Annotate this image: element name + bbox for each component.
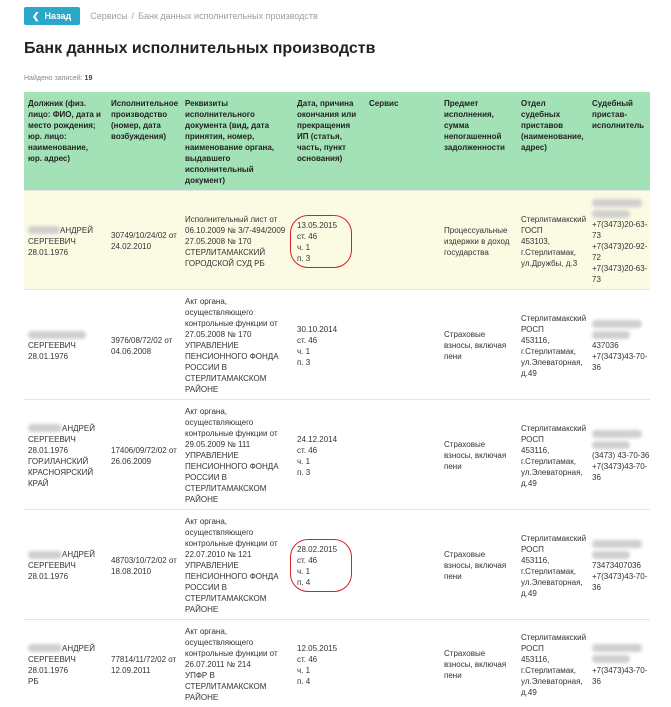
subject-line: пени [444, 461, 514, 472]
document-line: контрольные функции от [185, 648, 290, 659]
department-line: г.Стерлитамак, [521, 346, 585, 357]
cell-debtor [24, 400, 107, 510]
ending-line: ст. 46 [297, 555, 337, 566]
proceeding-line: 77814/11/72/02 от [111, 654, 178, 665]
debtor-line [28, 665, 104, 676]
cell-service [365, 290, 440, 400]
debtor-text: КРАЙ [28, 479, 49, 488]
debtor-text: 28.01.1976 [28, 446, 68, 455]
debtor-text: РБ [28, 677, 39, 686]
proceeding-line: 17406/09/72/02 от [111, 445, 178, 456]
debtor-line [28, 571, 104, 582]
bailiff-name [592, 439, 647, 450]
cell-debtor [24, 290, 107, 400]
department-line: Стерлитамакский [521, 214, 585, 225]
debtor-line [28, 423, 104, 434]
bailiff-line: +7(3473)20-63- [592, 263, 647, 274]
document-line: 06.10.2009 № 3/7-494/2009 [185, 225, 290, 236]
department-line: ул.Элеваторная, [521, 357, 585, 368]
document-line: УПРАВЛЕНИЕ [185, 450, 290, 461]
cell-proceeding [107, 290, 181, 400]
debtor-line [28, 676, 104, 687]
document-line: РОССИИ В [185, 472, 290, 483]
subject-line: Процессуальные [444, 225, 514, 236]
subject-line: пени [444, 571, 514, 582]
chevron-left-icon: ❮ [32, 11, 40, 22]
subject-line: Страховые [444, 648, 514, 659]
debtor-text: КРАСНОЯРСКИЙ [28, 468, 93, 477]
proceeding-line: 30749/10/24/02 от [111, 230, 178, 241]
bailiff-line: 36 [592, 472, 647, 483]
proceeding-line: 24.02.2010 [111, 241, 178, 252]
subject-line: взносы, включая [444, 340, 514, 351]
department-line: РОСП [521, 324, 585, 335]
proceeding-line: 26.06.2009 [111, 456, 178, 467]
subject-line: пени [444, 351, 514, 362]
bailiff-line: 73 [592, 230, 647, 241]
document-line: ГОРОДСКОЙ СУД РБ [185, 258, 290, 269]
document-line: Исполнительный лист от [185, 214, 290, 225]
debtor-line [28, 351, 104, 362]
department-line: ул.Дружбы, д.3 [521, 258, 585, 269]
department-line: ул.Элеваторная, [521, 676, 585, 687]
cell-ending [293, 620, 365, 707]
bailiff-line: +7(3473)43-70- [592, 665, 647, 676]
department-line: ул.Элеваторная, [521, 577, 585, 588]
bailiff-line: 73473407036 [592, 560, 647, 571]
cell-ending [293, 400, 365, 510]
document-line: 22.07.2010 № 121 [185, 549, 290, 560]
department-line: ул.Элеваторная, [521, 467, 585, 478]
document-line: осуществляющего [185, 307, 290, 318]
ending-line: 12.05.2015 [297, 643, 362, 654]
document-line: 27.05.2008 № 170 [185, 236, 290, 247]
debtor-line [28, 434, 104, 445]
ending-line: п. 4 [297, 676, 362, 687]
document-line: СТЕРЛИТАМАКСКОМ [185, 593, 290, 604]
subject-line: Страховые [444, 549, 514, 560]
document-line: осуществляющего [185, 527, 290, 538]
debtor-text: АНДРЕЙ [60, 226, 93, 235]
ending-block [297, 324, 362, 368]
debtor-text: СЕРГЕЕВИЧ [28, 435, 76, 444]
subject-line: Страховые [444, 439, 514, 450]
ending-line: п. 3 [297, 253, 337, 264]
ending-line: 13.05.2015 [297, 220, 337, 231]
debtor-text: 28.01.1976 [28, 248, 68, 257]
breadcrumb-services[interactable]: Сервисы [90, 11, 127, 21]
breadcrumb-separator: / [132, 11, 135, 21]
redacted-name [592, 210, 630, 218]
department-line: Стерлитамакский [521, 423, 585, 434]
cell-proceeding [107, 400, 181, 510]
page-title: Банк данных исполнительных производств [24, 40, 375, 58]
header-col-service: Сервис [365, 92, 440, 191]
cell-debtor [24, 510, 107, 620]
document-line: ПЕНСИОННОГО ФОНДА [185, 461, 290, 472]
cell-department [517, 510, 588, 620]
back-button-label: Назад [45, 11, 72, 21]
department-line: Стерлитамакский [521, 533, 585, 544]
department-line: г.Стерлитамак, [521, 566, 585, 577]
bailiff-name [592, 654, 647, 665]
ending-line: ч. 1 [297, 346, 362, 357]
department-line: г.Стерлитамак, [521, 456, 585, 467]
bailiff-name [592, 643, 647, 654]
header-col-subject: Предмет исполнения, сумма непогашенной задолженности [440, 92, 517, 191]
debtor-line [28, 456, 104, 467]
department-line: 453103, [521, 236, 585, 247]
circled-ending [290, 215, 352, 268]
document-line: контрольные функции от [185, 428, 290, 439]
cell-service [365, 510, 440, 620]
bailiff-line: +7(3473)20-63- [592, 219, 647, 230]
cell-department [517, 620, 588, 707]
debtor-text: СЕРГЕЕВИЧ [28, 237, 76, 246]
cell-bailiff [588, 400, 650, 510]
header-col-document: Реквизиты исполнительного документа (вид, дата принятия, номер, наименование органа, выдавшего исполнительный документ) [181, 92, 293, 191]
document-line: РАЙОНЕ [185, 384, 290, 395]
department-line: г.Стерлитамак, [521, 665, 585, 676]
debtor-line [28, 225, 104, 236]
proceeding-line: 3976/08/72/02 от [111, 335, 178, 346]
redacted-name [28, 226, 60, 234]
document-line: СТЕРЛИТАМАКСКИЙ [185, 247, 290, 258]
cell-document [181, 400, 293, 510]
cell-department [517, 290, 588, 400]
bailiff-name [592, 329, 647, 340]
subject-line: государства [444, 247, 514, 258]
document-line: 29.05.2009 № 111 [185, 439, 290, 450]
bailiff-line: 437036 [592, 340, 647, 351]
cell-document [181, 620, 293, 707]
ending-line: п. 3 [297, 357, 362, 368]
department-line: Стерлитамакский [521, 632, 585, 643]
ending-line: 28.02.2015 [297, 544, 337, 555]
department-line: д.49 [521, 687, 585, 698]
redacted-name [592, 331, 630, 339]
redacted-name [592, 540, 642, 548]
cell-service [365, 400, 440, 510]
top-bar [24, 6, 318, 26]
cell-subject [440, 290, 517, 400]
redacted-name [28, 551, 62, 559]
ending-block [297, 434, 362, 478]
department-line: 453116, [521, 654, 585, 665]
document-line: контрольные функции от [185, 318, 290, 329]
bailiff-line: 36 [592, 362, 647, 373]
cell-proceeding [107, 620, 181, 707]
redacted-name [592, 655, 630, 663]
header-col-debtor: Должник (физ. лицо: ФИО, дата и место рождения; юр. лицо: наименование, юр. адрес) [24, 92, 107, 191]
proceeding-line: 12.09.2011 [111, 665, 178, 676]
cell-ending [293, 290, 365, 400]
document-line: контрольные функции от [185, 538, 290, 549]
debtor-text: 28.01.1976 [28, 572, 68, 581]
back-button[interactable] [24, 7, 80, 25]
cell-document [181, 191, 293, 290]
ending-line: п. 3 [297, 467, 362, 478]
department-line: 453116, [521, 335, 585, 346]
table-header-row [24, 92, 650, 191]
department-line: д.49 [521, 588, 585, 599]
cell-subject [440, 191, 517, 290]
bailiff-line: 36 [592, 676, 647, 687]
debtor-text: СЕРГЕЕВИЧ [28, 561, 76, 570]
debtor-line [28, 654, 104, 665]
cell-debtor [24, 620, 107, 707]
document-line: 26.07.2011 № 214 [185, 659, 290, 670]
records-found-count: 19 [85, 75, 93, 82]
bailiff-line: +7(3473)20-92- [592, 241, 647, 252]
document-line: СТЕРЛИТАМАКСКОМ [185, 483, 290, 494]
proceeding-line: 04.06.2008 [111, 346, 178, 357]
header-col-ending: Дата, причина окончания или прекращения ИП (статья, часть, пункт основания) [293, 92, 365, 191]
debtor-text: 28.01.1976 [28, 666, 68, 675]
header-col-proceeding: Исполнительное производство (номер, дата возбуждения) [107, 92, 181, 191]
department-line: д.49 [521, 478, 585, 489]
cell-debtor [24, 191, 107, 290]
department-line: ГОСП [521, 225, 585, 236]
redacted-name [592, 199, 642, 207]
redacted-name [28, 331, 86, 339]
ending-line: ст. 46 [297, 335, 362, 346]
bailiff-line: 73 [592, 274, 647, 285]
department-line: 453116, [521, 445, 585, 456]
debtor-text: СЕРГЕЕВИЧ [28, 341, 76, 350]
cell-subject [440, 510, 517, 620]
document-line: Акт органа, [185, 516, 290, 527]
ending-line: ст. 46 [297, 654, 362, 665]
redacted-name [592, 441, 630, 449]
document-line: ПЕНСИОННОГО ФОНДА [185, 571, 290, 582]
document-line: РАЙОНЕ [185, 692, 290, 703]
department-line: 453116, [521, 555, 585, 566]
redacted-name [592, 551, 630, 559]
document-line: РАЙОНЕ [185, 494, 290, 505]
bailiff-name [592, 428, 647, 439]
table-row[interactable] [24, 510, 650, 620]
breadcrumb [90, 11, 318, 21]
cell-bailiff [588, 191, 650, 290]
subject-line: взносы, включая [444, 450, 514, 461]
debtor-line [28, 467, 104, 478]
document-line: осуществляющего [185, 637, 290, 648]
breadcrumb-current: Банк данных исполнительных производств [138, 11, 318, 21]
document-line: РОССИИ В [185, 582, 290, 593]
debtor-line [28, 643, 104, 654]
department-line: г.Стерлитамак, [521, 247, 585, 258]
cell-ending [293, 191, 365, 290]
document-line: Акт органа, [185, 296, 290, 307]
debtor-text: АНДРЕЙ [62, 550, 95, 559]
ending-line: ч. 1 [297, 665, 362, 676]
document-line: осуществляющего [185, 417, 290, 428]
ending-block [297, 643, 362, 687]
ending-line: п. 4 [297, 577, 337, 588]
cell-document [181, 510, 293, 620]
document-line: УПРАВЛЕНИЕ [185, 340, 290, 351]
debtor-line [28, 247, 104, 258]
ending-line: ч. 1 [297, 456, 362, 467]
debtor-text: 28.01.1976 [28, 352, 68, 361]
department-line: Стерлитамакский [521, 313, 585, 324]
redacted-name [28, 644, 62, 652]
bailiff-line: +7(3473)43-70- [592, 351, 647, 362]
debtor-line [28, 236, 104, 247]
bailiff-name [592, 549, 647, 560]
debtor-text: СЕРГЕЕВИЧ [28, 655, 76, 664]
cell-department [517, 191, 588, 290]
department-line: РОСП [521, 643, 585, 654]
redacted-name [592, 320, 642, 328]
ending-line: 24.12.2014 [297, 434, 362, 445]
document-line: Акт органа, [185, 406, 290, 417]
cell-subject [440, 620, 517, 707]
redacted-name [592, 430, 642, 438]
bailiff-name [592, 538, 647, 549]
proceeding-line: 48703/10/72/02 от [111, 555, 178, 566]
records-found-label: Найдено записей: [24, 75, 83, 82]
document-line: РОССИИ В [185, 362, 290, 373]
records-found [24, 75, 92, 82]
document-line: Акт органа, [185, 626, 290, 637]
debtor-text: АНДРЕЙ [62, 424, 95, 433]
table-row[interactable] [24, 191, 650, 290]
department-line: д.49 [521, 368, 585, 379]
header-col-bailiff: Судебный пристав-исполнитель [588, 92, 650, 191]
cell-service [365, 191, 440, 290]
bailiff-line: (3473) 43-70-36 [592, 450, 647, 461]
results-table [24, 92, 650, 707]
cell-ending [293, 510, 365, 620]
debtor-line [28, 478, 104, 489]
bailiff-name [592, 208, 647, 219]
cell-service [365, 620, 440, 707]
bailiff-name [592, 197, 647, 208]
document-line: УПФР В СТЕРЛИТАМАКСКОМ [185, 670, 290, 692]
cell-proceeding [107, 191, 181, 290]
redacted-name [592, 644, 642, 652]
ending-line: ч. 1 [297, 566, 337, 577]
ending-line: ч. 1 [297, 242, 337, 253]
proceeding-line: 18.08.2010 [111, 566, 178, 577]
subject-line: взносы, включая [444, 560, 514, 571]
cell-proceeding [107, 510, 181, 620]
department-line: РОСП [521, 434, 585, 445]
cell-department [517, 400, 588, 510]
subject-line: взносы, включая [444, 659, 514, 670]
cell-bailiff [588, 510, 650, 620]
bailiff-name [592, 318, 647, 329]
document-line: 27.05.2008 № 170 [185, 329, 290, 340]
ending-line: 30.10.2014 [297, 324, 362, 335]
cell-subject [440, 400, 517, 510]
circled-ending [290, 539, 352, 592]
document-line: СТЕРЛИТАМАКСКОМ [185, 373, 290, 384]
bailiff-line: 36 [592, 582, 647, 593]
debtor-line [28, 445, 104, 456]
cell-bailiff [588, 620, 650, 707]
header-col-department: Отдел судебных приставов (наименование, адрес) [517, 92, 588, 191]
redacted-name [28, 424, 62, 432]
document-line: РАЙОНЕ [185, 604, 290, 615]
subject-line: Страховые [444, 329, 514, 340]
ending-line: ст. 46 [297, 231, 337, 242]
department-line: РОСП [521, 544, 585, 555]
table-row[interactable] [24, 400, 650, 510]
cell-bailiff [588, 290, 650, 400]
cell-document [181, 290, 293, 400]
document-line: УПРАВЛЕНИЕ [185, 560, 290, 571]
subject-line: издержки в доход [444, 236, 514, 247]
table-row[interactable] [24, 620, 650, 707]
bailiff-line: +7(3473)43-70- [592, 461, 647, 472]
bailiff-line: +7(3473)43-70- [592, 571, 647, 582]
bailiff-line: 72 [592, 252, 647, 263]
debtor-line [28, 329, 104, 351]
debtor-text: АНДРЕЙ [62, 644, 95, 653]
subject-line: пени [444, 670, 514, 681]
debtor-text: ГОР.ИЛАНСКИЙ [28, 457, 88, 466]
debtor-line [28, 549, 104, 560]
document-line: ПЕНСИОННОГО ФОНДА [185, 351, 290, 362]
ending-line: ст. 46 [297, 445, 362, 456]
debtor-line [28, 560, 104, 571]
table-row[interactable] [24, 290, 650, 400]
